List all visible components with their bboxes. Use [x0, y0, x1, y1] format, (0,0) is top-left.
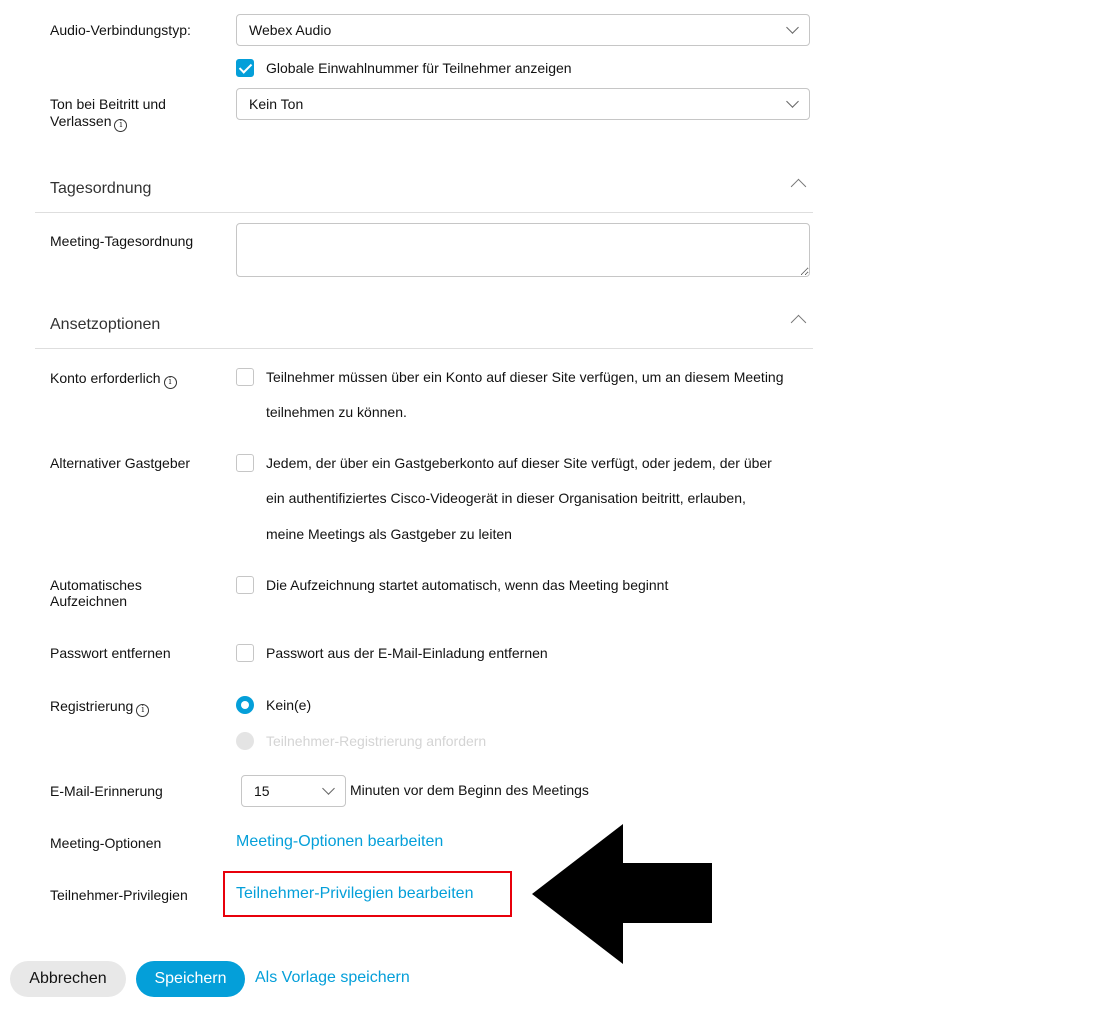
account-required-label: [50, 370, 177, 389]
agenda-textarea[interactable]: [236, 223, 810, 277]
email-reminder-suffix: Minuten vor dem Beginn des Meetings: [350, 782, 589, 798]
edit-meeting-options-link[interactable]: Meeting-Optionen bearbeiten: [236, 833, 444, 850]
global-dial-checkbox[interactable]: [236, 59, 254, 77]
remove-password-checkbox[interactable]: [236, 644, 254, 662]
auto-record-text: Die Aufzeichnung startet automatisch, wenn das Meeting beginnt: [266, 577, 669, 593]
registration-none-radio[interactable]: [236, 696, 254, 714]
auto-record-label-line2: Aufzeichnen: [50, 593, 128, 609]
info-icon[interactable]: i: [136, 704, 149, 717]
email-reminder-select[interactable]: [241, 775, 346, 807]
alt-host-line1: Jedem, der über ein Gastgeberkonto auf dieser Site verfügt, oder jedem, der über: [266, 455, 772, 471]
registration-require-radio: [236, 732, 254, 750]
account-required-checkbox[interactable]: [236, 368, 254, 386]
save-as-template-link[interactable]: Als Vorlage speichern: [255, 969, 410, 986]
chevron-up-icon[interactable]: [791, 315, 807, 331]
tone-label: [50, 96, 166, 132]
agenda-label: Meeting-Tagesordnung: [50, 233, 194, 249]
agenda-section-title: Tagesordnung: [50, 180, 152, 197]
audio-type-value: Webex Audio: [249, 22, 332, 38]
arrow-left-icon: [530, 823, 715, 966]
chevron-down-icon: [786, 95, 799, 108]
email-reminder-label: E-Mail-Erinnerung: [50, 783, 163, 799]
account-required-text: Konto erforderlich: [50, 370, 161, 386]
schedule-divider: [35, 348, 813, 349]
alt-host-line3: meine Meetings als Gastgeber zu leiten: [266, 526, 512, 542]
registration-text: Registrierung: [50, 698, 134, 714]
chevron-down-icon: [786, 21, 799, 34]
remove-password-label: Passwort entfernen: [50, 645, 171, 661]
remove-password-text: Passwort aus der E-Mail-Einladung entfernen: [266, 645, 548, 661]
email-reminder-value: 15: [254, 783, 270, 799]
registration-require-label: Teilnehmer-Registrierung anfordern: [266, 733, 487, 749]
alt-host-checkbox[interactable]: [236, 454, 254, 472]
tone-select[interactable]: [236, 88, 810, 120]
audio-type-select[interactable]: [236, 14, 810, 46]
account-required-line2: teilnehmen zu können.: [266, 404, 407, 420]
auto-record-label-line1: Automatisches: [50, 577, 142, 593]
tone-label-line2: Verlassen: [50, 113, 112, 129]
chevron-up-icon[interactable]: [791, 179, 807, 195]
participant-privileges-label: Teilnehmer-Privilegien: [50, 887, 188, 903]
registration-none-label: Kein(e): [266, 697, 312, 713]
auto-record-label: [50, 577, 142, 609]
alt-host-line2: ein authentifiziertes Cisco-Videogerät in dieser Organisation beitritt, erlauben,: [266, 490, 746, 506]
tone-value: Kein Ton: [249, 96, 304, 112]
save-button[interactable]: Speichern: [136, 961, 245, 997]
tone-label-line1: Ton bei Beitritt und: [50, 96, 166, 112]
cancel-button[interactable]: Abbrechen: [10, 961, 126, 997]
info-icon[interactable]: i: [114, 119, 127, 132]
edit-participant-privileges-link[interactable]: Teilnehmer-Privilegien bearbeiten: [236, 885, 474, 902]
info-icon[interactable]: i: [164, 376, 177, 389]
schedule-section-title: Ansetzoptionen: [50, 316, 161, 333]
auto-record-checkbox[interactable]: [236, 576, 254, 594]
meeting-options-label: Meeting-Optionen: [50, 835, 162, 851]
account-required-line1: Teilnehmer müssen über ein Konto auf dieser Site verfügen, um an diesem Meeting: [266, 369, 784, 385]
chevron-down-icon: [322, 782, 335, 795]
alt-host-label: Alternativer Gastgeber: [50, 455, 191, 471]
registration-label: [50, 698, 149, 717]
audio-type-label: Audio-Verbindungstyp:: [50, 22, 191, 38]
global-dial-label: Globale Einwahlnummer für Teilnehmer anzeigen: [266, 60, 572, 76]
agenda-divider: [35, 212, 813, 213]
